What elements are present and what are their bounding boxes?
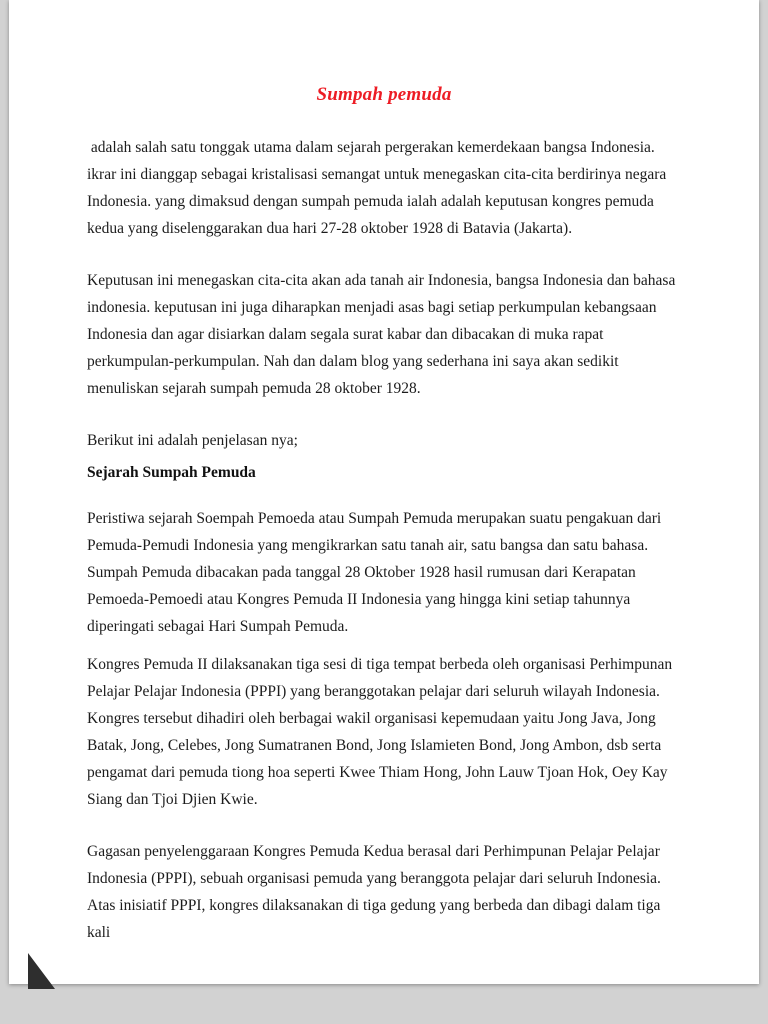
body-paragraph-3: Gagasan penyelenggaraan Kongres Pemuda Kedua berasal dari Perhimpunan Pelajar Pelajar Indonesia (PPPI), sebuah organisasi pemuda yang beranggota pelajar dari seluruh Indonesia. Atas inisiatif PPPI, kongres dilaksanakan di tiga gedung yang berbeda dan dibagi dalam tiga kali	[87, 843, 665, 941]
document-page	[9, 0, 759, 984]
page-gutter-left	[0, 0, 9, 1024]
intro-paragraph-3: Berikut ini adalah penjelasan nya;	[87, 432, 298, 449]
document-title: Sumpah pemuda	[316, 84, 452, 105]
page-gutter-right	[759, 0, 768, 1024]
section-heading: Sejarah Sumpah Pemuda	[87, 464, 256, 481]
body-paragraph-1: Peristiwa sejarah Soempah Pemoeda atau Sumpah Pemuda merupakan suatu pengakuan dari Pemuda-Pemudi Indonesia yang mengikrarkan satu tanah air, satu bangsa dan satu bahasa. Sumpah Pemuda dibacakan pada tanggal 28 Oktober 1928 hasil rumusan dari Kerapatan Pemoeda-Pemoedi atau Kongres Pemuda II Indonesia yang hingga kini setiap tahunnya diperingati sebagai Hari Sumpah Pemuda.	[87, 510, 666, 635]
intro-paragraph-1: adalah salah satu tonggak utama dalam sejarah pergerakan kemerdekaan bangsa Indonesia. ikrar ini dianggap sebagai kristalisasi semangat untuk menegaskan cita-cita berdirinya negara Indonesia. yang dimaksud dengan sumpah pemuda ialah adalah keputusan kongres pemuda kedua yang diselenggarakan dua hari 27-28 oktober 1928 di Batavia (Jakarta).	[87, 139, 671, 237]
intro-paragraph-2: Keputusan ini menegaskan cita-cita akan ada tanah air Indonesia, bangsa Indonesia dan bahasa indonesia. keputusan ini juga diharapkan menjadi asas bagi setiap perkumpulan kebangsaan Indonesia dan agar disiarkan dalam segala surat kabar dan dibacakan di muka rapat perkumpulan-perkumpulan. Nah dan dalam blog yang sederhana ini saya akan sedikit menuliskan sejarah sumpah pemuda 28 oktober 1928.	[87, 272, 680, 397]
body-paragraph-2: Kongres Pemuda II dilaksanakan tiga sesi di tiga tempat berbeda oleh organisasi Perhimpunan Pelajar Pelajar Indonesia (PPPI) yang beranggotakan pelajar dari seluruh wilayah Indonesia. Kongres tersebut dihadiri oleh berbagai wakil organisasi kepemudaan yaitu Jong Java, Jong Batak, Jong, Celebes, Jong Sumatranen Bond, Jong Islamieten Bond, Jong Ambon, dsb serta pengamat dari pemuda tiong hoa seperti Kwee Thiam Hong, John Lauw Tjoan Hok, Oey Kay Siang dan Tjoi Djien Kwie.	[87, 656, 676, 808]
page-corner-fold-icon	[28, 953, 55, 989]
